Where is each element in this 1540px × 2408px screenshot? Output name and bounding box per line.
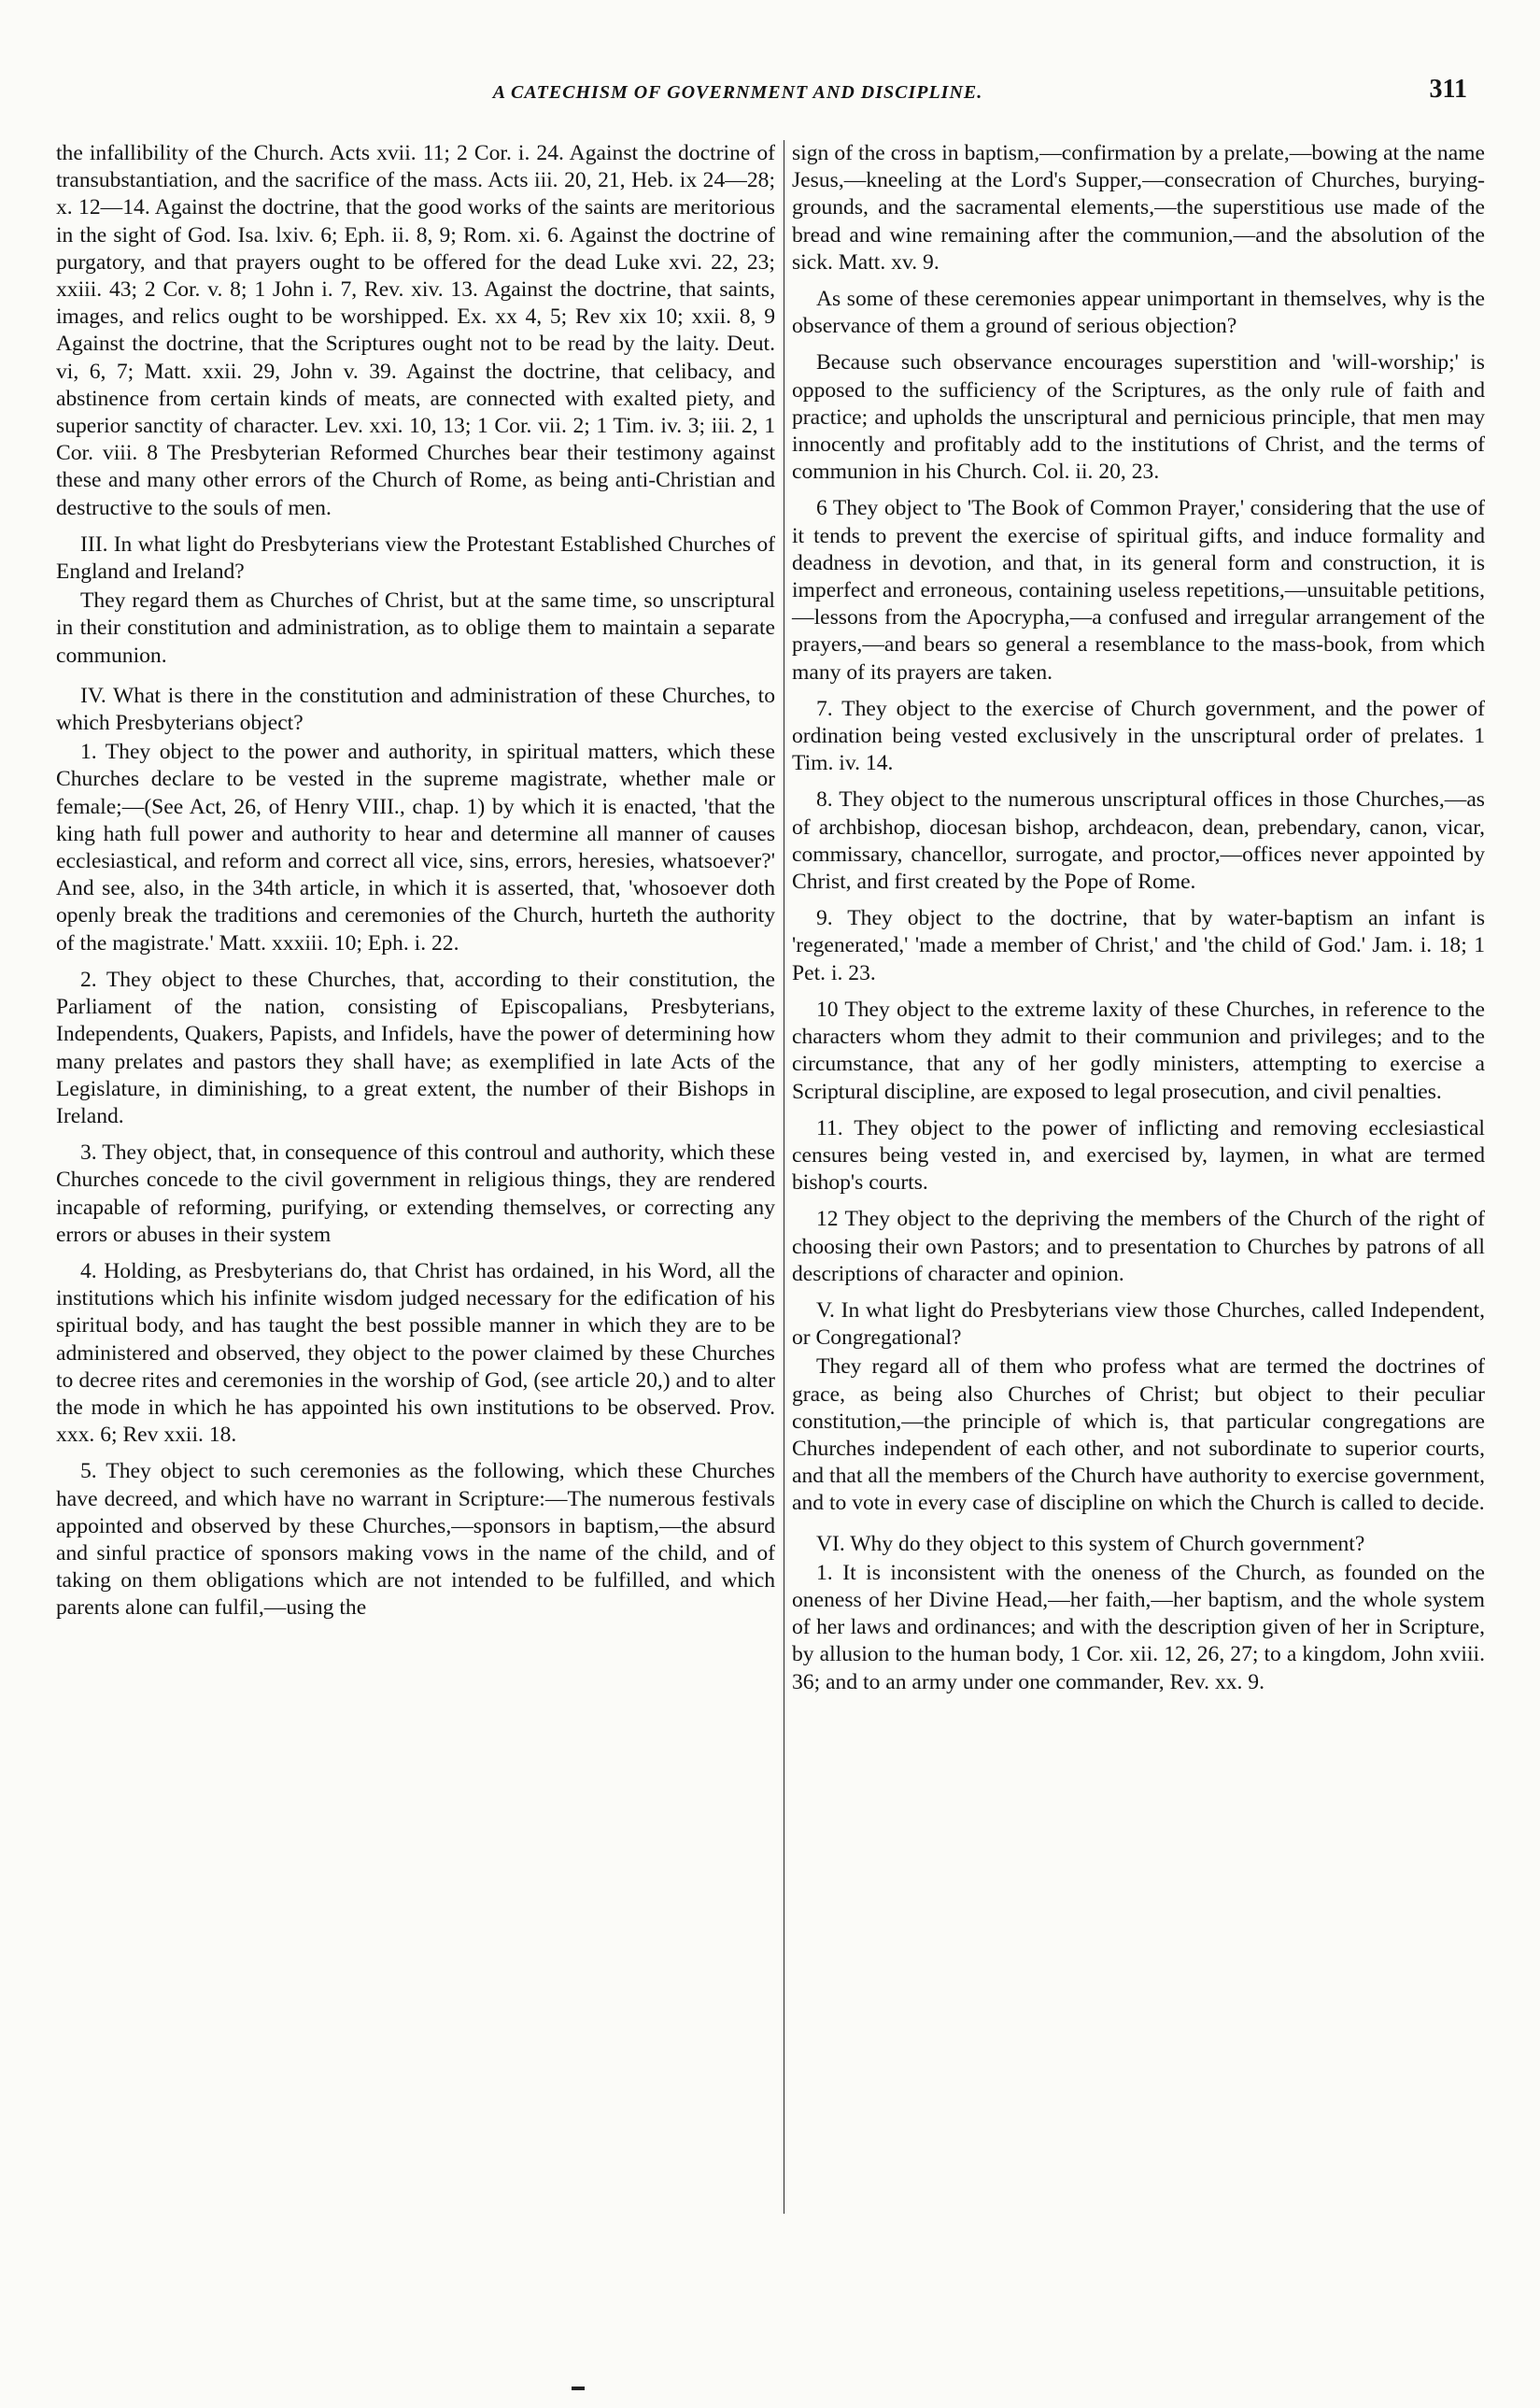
paragraph: 5. They object to such ceremonies as the following, which these Churches have decreed, and which have no warrant in Scripture:—The numerous festivals appointed and observed by these Churches,—sponsors in baptism,—the absurd and sinful practice of sponsors making vows in the name of the child, and of taking on them obligations which are not intended to be fulfilled, and which parents alone can fulfil,—using the [56, 1459, 775, 1621]
printer-mark [572, 2387, 585, 2390]
paragraph: 12 They object to the depriving the members of the Church of the right of choosing their own Pastors; and to presentation to Churches by patrons of all descriptions of character and opinion. [792, 1207, 1485, 1286]
answer-paragraph: They regard all of them who profess what are termed the doctrines of grace, as being also Churches of Christ; but object to their peculiar constitution,—the principle of which is, that particular congregations are Churches independent of each other, and not subordinate to superior courts, and that all the members of the Church have authority to exercise government, and to vote in every case of discipline on which the Church is called to decide. [792, 1354, 1485, 1516]
paragraph: the infallibility of the Church. Acts xvii. 11; 2 Cor. i. 24. Against the doctrine of transubstantiation, and the sacrifice of the mass. Acts iii. 20, 21, Heb. ix 24—28; x. 12—14. Against the doctrine, that the good works of the saints are meritorious in the sight of God. Isa. lxiv. 6; Eph. ii. 8, 9; Rom. xi. 6. Against the doctrine of purgatory, and that prayers ought to be offered for the dead Luke xvi. 22, 23; xxiii. 43; 2 Cor. v. 8; 1 John i. 7, Rev. xiv. 13. Against the doctrine, that saints, images, and relics ought to be worshipped. Ex. xx 4, 5; Rev xix 10; xxii. 8, 9 Against the doctrine, that the Scriptures ought not to be read by the laity. Deut. vi, 6, 7; Matt. xxii. 29, John v. 39. Against the doctrine, that celibacy, and abstinence from certain kinds of meats, are connected with exalted piety, and superior sanctity of character. Lev. xxi. 10, 13; 1 Cor. vii. 2; 1 Tim. iv. 3; iii. 2, 1 Cor. viii. 8 The Presbyterian Reformed Churches bear their testimony against these and many other errors of the Church of Rome, as being anti-Christian and destructive to the souls of men. [56, 141, 775, 520]
paragraph: sign of the cross in baptism,—confirmation by a prelate,—bowing at the name Jesus,—kneeling at the Lord's Supper,—consecration of Churches, burying-grounds, and the sacramental elements,—the superstitious use made of the bread and wine remaining after the communion,—and the absolution of the sick. Matt. xv. 9. [792, 141, 1485, 275]
running-title: A CATECHISM OF GOVERNMENT AND DISCIPLINE. [492, 82, 983, 103]
question-paragraph: III. In what light do Presbyterians view the Protestant Established Churches of England and Ireland? [56, 531, 775, 585]
answer-paragraph: Because such observance encourages superstition and 'will-worship;' is opposed to the sufficiency of the Scriptures, as the only rule of faith and practice; and upholds the unscriptural and pernicious principle, that men may innocently and profitably add to the institutions of Christ, and the terms of communion in his Church. Col. ii. 20, 23. [792, 350, 1485, 485]
question-paragraph: As some of these ceremonies appear unimportant in themselves, why is the observance of them a ground of serious objection? [792, 287, 1485, 339]
paragraph: 9. They object to the doctrine, that by water-baptism an infant is 'regenerated,' 'made a member of Christ,' and 'the child of God.' Jam. i. 18; 1 Pet. i. 23. [792, 906, 1485, 985]
paragraph: 10 They object to the extreme laxity of these Churches, in reference to the characters whom they admit to their communion and privileges; and to the circumstance, that any of her godly ministers, attempting to exercise a Scriptural discipline, are exposed to legal prosecution, and civil penalties. [792, 997, 1485, 1104]
page-number: 311 [1429, 75, 1467, 104]
question-paragraph: VI. Why do they object to this system of Church government? [816, 1531, 1365, 1556]
paragraph: 8. They object to the numerous unscriptural offices in those Churches,—as of archbishop, diocesan bishop, archdeacon, dean, prebendary, canon, vicar, commissary, chancellor, surrogate, and proctor,—offices never appointed by Christ, and first created by the Pope of Rome. [792, 787, 1485, 895]
question-paragraph: V. In what light do Presbyterians view those Churches, called Independent, or Congregational? [792, 1297, 1485, 1351]
right-column [792, 140, 1485, 1706]
paragraph: 3. They object, that, in consequence of this controul and authority, which these Churches concede to the civil government in religious things, they are rendered incapable of reforming, purifying, or extending themselves, or correcting any errors or abuses in their system [56, 1140, 775, 1247]
paragraph: 7. They object to the exercise of Church government, and the power of ordination being vested exclusively in the unscriptural order of prelates. 1 Tim. iv. 14. [792, 696, 1485, 776]
answer-paragraph: They regard them as Churches of Christ, but at the same time, so unscriptural in their constitution and administration, as to oblige them to maintain a separate communion. [56, 588, 775, 668]
paragraph: 4. Holding, as Presbyterians do, that Christ has ordained, in his Word, all the institutions which his infinite wisdom judged necessary for the edification of his spiritual body, and has taught the best possible manner in which they are to be administered and observed, they object to the power claimed by these Churches to decree rites and ceremonies in the worship of God, (see article 20,) and to alter the mode in which he has appointed his own institutions to be observed. Prov. xxx. 6; Rev xxii. 18. [56, 1258, 775, 1448]
paragraph: 1. They object to the power and authority, in spiritual matters, which these Churches declare to be vested in the supreme magistrate, whether male or female;—(See Act, 26, of Henry VIII., chap. 1) by which it is enacted, 'that the king hath full power and authority to hear and determine all manner of causes ecclesiastical, and reform and correct all vice, sins, errors, heresies, whatsoever?' And see, also, in the 34th article, in which it is asserted, that, 'whosoever doth openly break the traditions and ceremonies of the Church, hurteth the authority of the magistrate.' Matt. xxxiii. 10; Eph. i. 22. [56, 740, 775, 956]
paragraph: 6 They object to 'The Book of Common Prayer,' considering that the use of it tends to prevent the exercise of spiritual gifts, and induce formality and deadness in devotion, and that, in its general form and construction, it is imperfect and erroneous, containing useless repetitions,—unsuitable petitions,—lessons from the Apocrypha,—a confused and irregular arrangement of the prayers,—and bears so general a resemblance to the mass-book, from which many of its prayers are taken. [792, 496, 1485, 685]
paragraph: 11. They object to the power of inflicting and removing ecclesiastical censures being vested in, and exercised by, laymen, in what are termed bishop's courts. [792, 1115, 1485, 1196]
paragraph: 1. It is inconsistent with the oneness of the Church, as founded on the oneness of her Divine Head,—her faith,—her baptism, and the whole system of her laws and ordinances; and with the description given of her in Scripture, by allusion to the human body, 1 Cor. xii. 12, 26, 27; to a kingdom, John xviii. 36; and to an army under one commander, Rev. xx. 9. [792, 1560, 1485, 1694]
left-column [56, 140, 775, 1632]
paragraph: 2. They object to these Churches, that, according to their constitution, the Parliament of the nation, consisting of Episcopalians, Presbyterians, Independents, Quakers, Papists, and Infidels, have the power of determining how many prelates and pastors they shall have; as exemplified in late Acts of the Legislature, in diminishing, to a great extent, the number of their Bishops in Ireland. [56, 967, 775, 1128]
question-paragraph: IV. What is there in the constitution and administration of these Churches, to which Presbyterians object? [56, 683, 775, 736]
